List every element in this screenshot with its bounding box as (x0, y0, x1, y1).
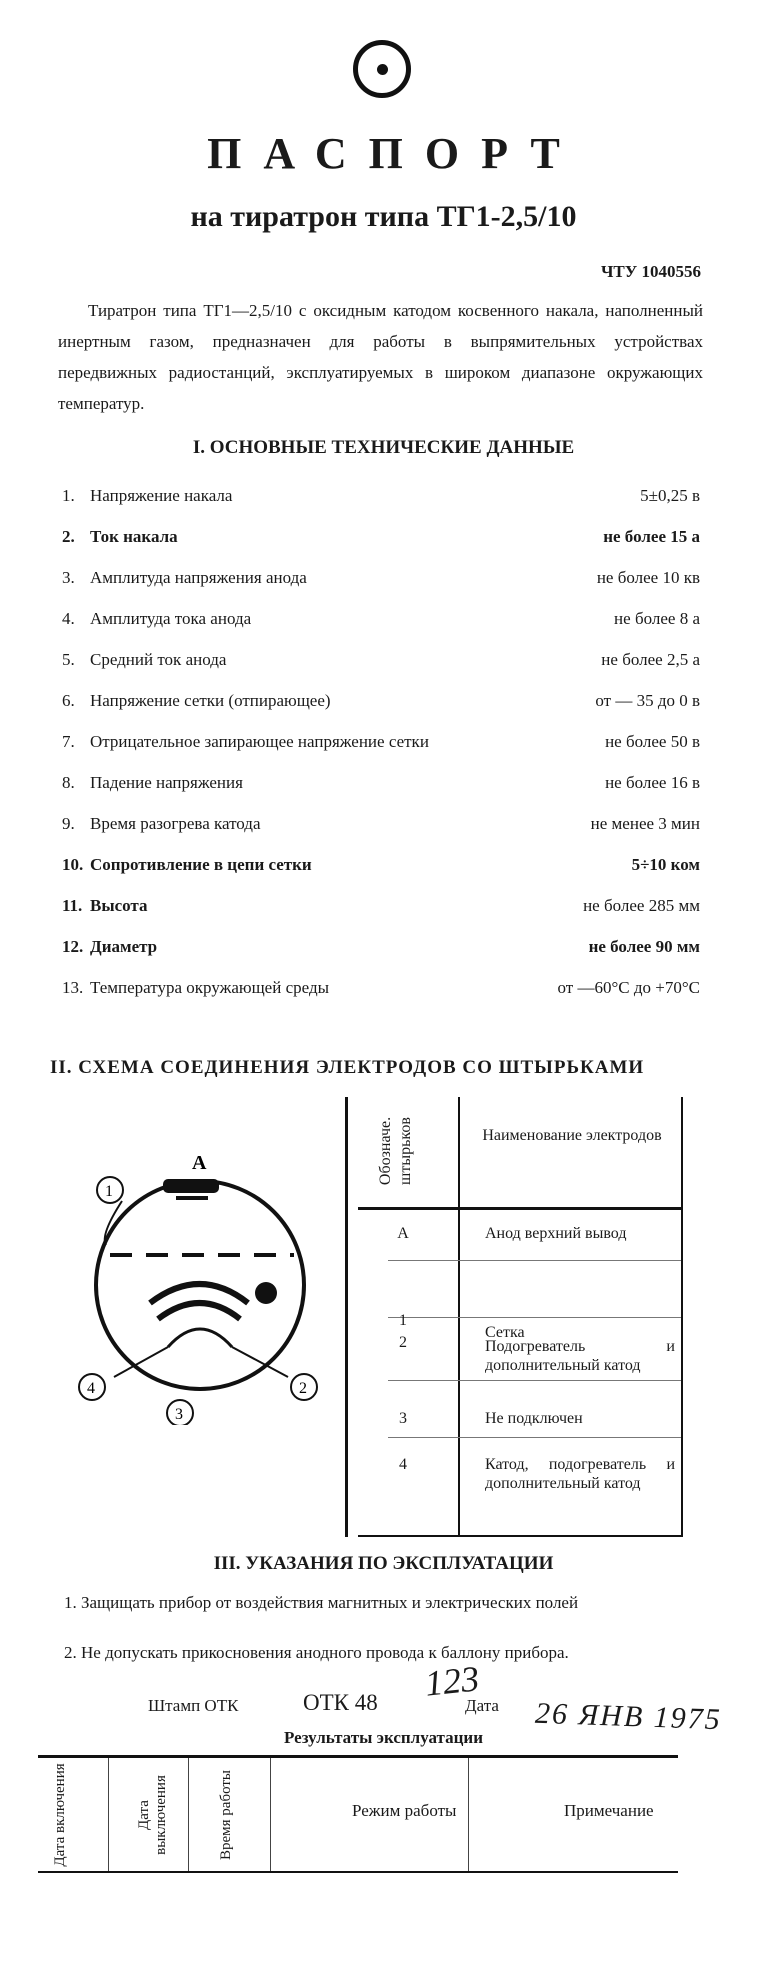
heater-loop (168, 1329, 232, 1347)
section1-title: I. ОСНОВНЫЕ ТЕХНИЧЕСКИЕ ДАННЫЕ (192, 437, 575, 458)
pin4-label: 4 (87, 1380, 95, 1397)
electrode-name: Анод верхний вывод (485, 1225, 627, 1242)
data-value: не более 10 кв (596, 567, 700, 587)
data-num: 6. (62, 690, 75, 710)
column-header: Примечание (564, 1801, 654, 1820)
stamp-value: ОТК 48 (303, 1690, 378, 1715)
results-bottom-line (38, 1871, 678, 1873)
data-value: не более 16 в (605, 772, 700, 792)
pin3-label: 3 (175, 1406, 183, 1423)
manufacturer-logo-icon (353, 40, 411, 98)
data-label: Напряжение сетки (отпирающее) (90, 690, 331, 710)
data-num: 5. (62, 649, 75, 669)
page-title: ПАСПОРТ (207, 129, 582, 178)
pin-code: 2 (399, 1334, 407, 1351)
pin2-label: 2 (299, 1380, 307, 1397)
electrode-name: Подогреватель и дополнительный катод (485, 1338, 675, 1374)
data-row (62, 926, 700, 967)
data-row (62, 762, 700, 803)
pin-code: 4 (399, 1456, 407, 1473)
section3-title: III. УКАЗАНИЯ ПО ЭКСПЛУАТАЦИИ (213, 1553, 554, 1574)
table-header-line (358, 1207, 681, 1210)
data-num: 3. (62, 567, 75, 587)
table-header-code: Обозначе. штырьков (377, 1116, 414, 1186)
results-table (38, 1755, 678, 1875)
data-row (62, 475, 700, 516)
electrode-name: Не подключен (485, 1410, 583, 1427)
data-label: Высота (90, 895, 148, 915)
data-num: 1. (62, 485, 75, 505)
stamp-label: Штамп ОТК (148, 1696, 239, 1715)
electrode-name: Катод, подогреватель и дополнительный катод (485, 1456, 675, 1492)
column-header: Режим работы (352, 1801, 457, 1820)
technical-data-list (62, 475, 700, 1008)
spec-code: ЧТУ 1040556 (600, 262, 701, 281)
row-separator (388, 1380, 681, 1381)
date-label: Дата (465, 1696, 499, 1715)
pin-code: 3 (399, 1410, 407, 1427)
data-label: Средний ток анода (90, 649, 227, 669)
cathode-arc-2 (158, 1303, 240, 1319)
data-value: не более 8 а (614, 608, 700, 628)
data-value: от — 35 до 0 в (595, 690, 700, 710)
data-num: 12. (62, 936, 84, 956)
pin-key-dot (255, 1282, 277, 1304)
data-num: 9. (62, 813, 75, 833)
column-divider (270, 1758, 271, 1871)
row-separator (388, 1437, 681, 1438)
data-label: Сопротивление в цепи сетки (90, 854, 312, 874)
column-divider (108, 1758, 109, 1871)
data-row (62, 516, 700, 557)
table-bottom-line (358, 1535, 681, 1537)
data-value: от —60°С до +70°С (557, 977, 700, 997)
data-label: Падение напряжения (90, 772, 243, 792)
column-header: Время работы (218, 1769, 234, 1861)
data-label: Амплитуда напряжения анода (90, 567, 307, 587)
column-divider (188, 1758, 189, 1871)
data-value: не более 15 а (603, 526, 700, 546)
data-value: не менее 3 мин (590, 813, 700, 833)
data-row (62, 680, 700, 721)
data-num: 10. (62, 854, 84, 874)
data-row (62, 598, 700, 639)
data-label: Температура окружающей среды (90, 977, 330, 997)
data-value: 5±0,25 в (640, 485, 700, 505)
instruction-item: 2. Не допускать прикосновения анодного провода к баллону прибора. (64, 1643, 569, 1662)
data-label: Напряжение накала (90, 485, 233, 505)
data-num: 2. (62, 526, 75, 546)
electrode-table (345, 1097, 683, 1537)
page-subtitle: на тиратрон типа ТГ1-2,5/10 (190, 200, 577, 233)
data-row (62, 803, 700, 844)
data-value: не более 90 мм (588, 936, 700, 956)
results-top-line (38, 1755, 678, 1758)
data-label: Амплитуда тока анода (90, 608, 252, 628)
instruction-item: 1. Защищать прибор от воздействия магнитных и электрических полей (64, 1593, 579, 1612)
pin-code: А (397, 1225, 409, 1242)
intro-paragraph: Тиратрон типа ТГ1—2,5/10 с оксидным катодом косвенного накала, наполненный инертным газом, предназначен для работы в выпрямительных устройствах передвижных радиостанций, эксплуатируемых в широком диапазоне окружающих температур. (58, 301, 703, 413)
results-title: Результаты эксплуатации (283, 1728, 483, 1747)
data-row (62, 844, 700, 885)
data-value: не более 50 в (605, 731, 700, 751)
data-label: Ток накала (90, 526, 178, 546)
data-num: 11. (62, 895, 83, 915)
section2-title: II. СХЕМА СОЕДИНЕНИЯ ЭЛЕКТРОДОВ СО ШТЫРЬКАМИ (50, 1057, 645, 1078)
column-header: Дата включения (52, 1763, 68, 1867)
data-num: 4. (62, 608, 75, 628)
data-row (62, 557, 700, 598)
electrode-schematic (70, 1125, 330, 1425)
date-stamp: 26 ЯНВ 1975 (534, 1696, 723, 1737)
data-row (62, 967, 700, 1008)
data-label: Время разогрева катода (90, 813, 261, 833)
data-num: 8. (62, 772, 75, 792)
data-num: 13. (62, 977, 84, 997)
data-value: не более 285 мм (583, 895, 700, 915)
anode-label: А (192, 1152, 207, 1174)
anode-cap (163, 1179, 219, 1193)
column-divider (468, 1758, 469, 1871)
data-value: не более 2,5 а (601, 649, 700, 669)
column-header: Дата выключения (136, 1775, 169, 1855)
data-label: Отрицательное запирающее напряжение сетки (90, 731, 429, 751)
handwritten-number: 123 (423, 1658, 481, 1704)
data-num: 7. (62, 731, 75, 751)
data-row (62, 885, 700, 926)
pin1-label: 1 (105, 1183, 113, 1200)
data-value: 5÷10 ком (631, 854, 700, 874)
data-row (62, 721, 700, 762)
electrode-name: Сетка (485, 1324, 525, 1341)
pin-code: 1 (399, 1312, 407, 1329)
data-row (62, 639, 700, 680)
table-header-name: Наименование электродов (482, 1127, 662, 1144)
data-label: Диаметр (90, 936, 158, 956)
row-separator (388, 1260, 681, 1261)
